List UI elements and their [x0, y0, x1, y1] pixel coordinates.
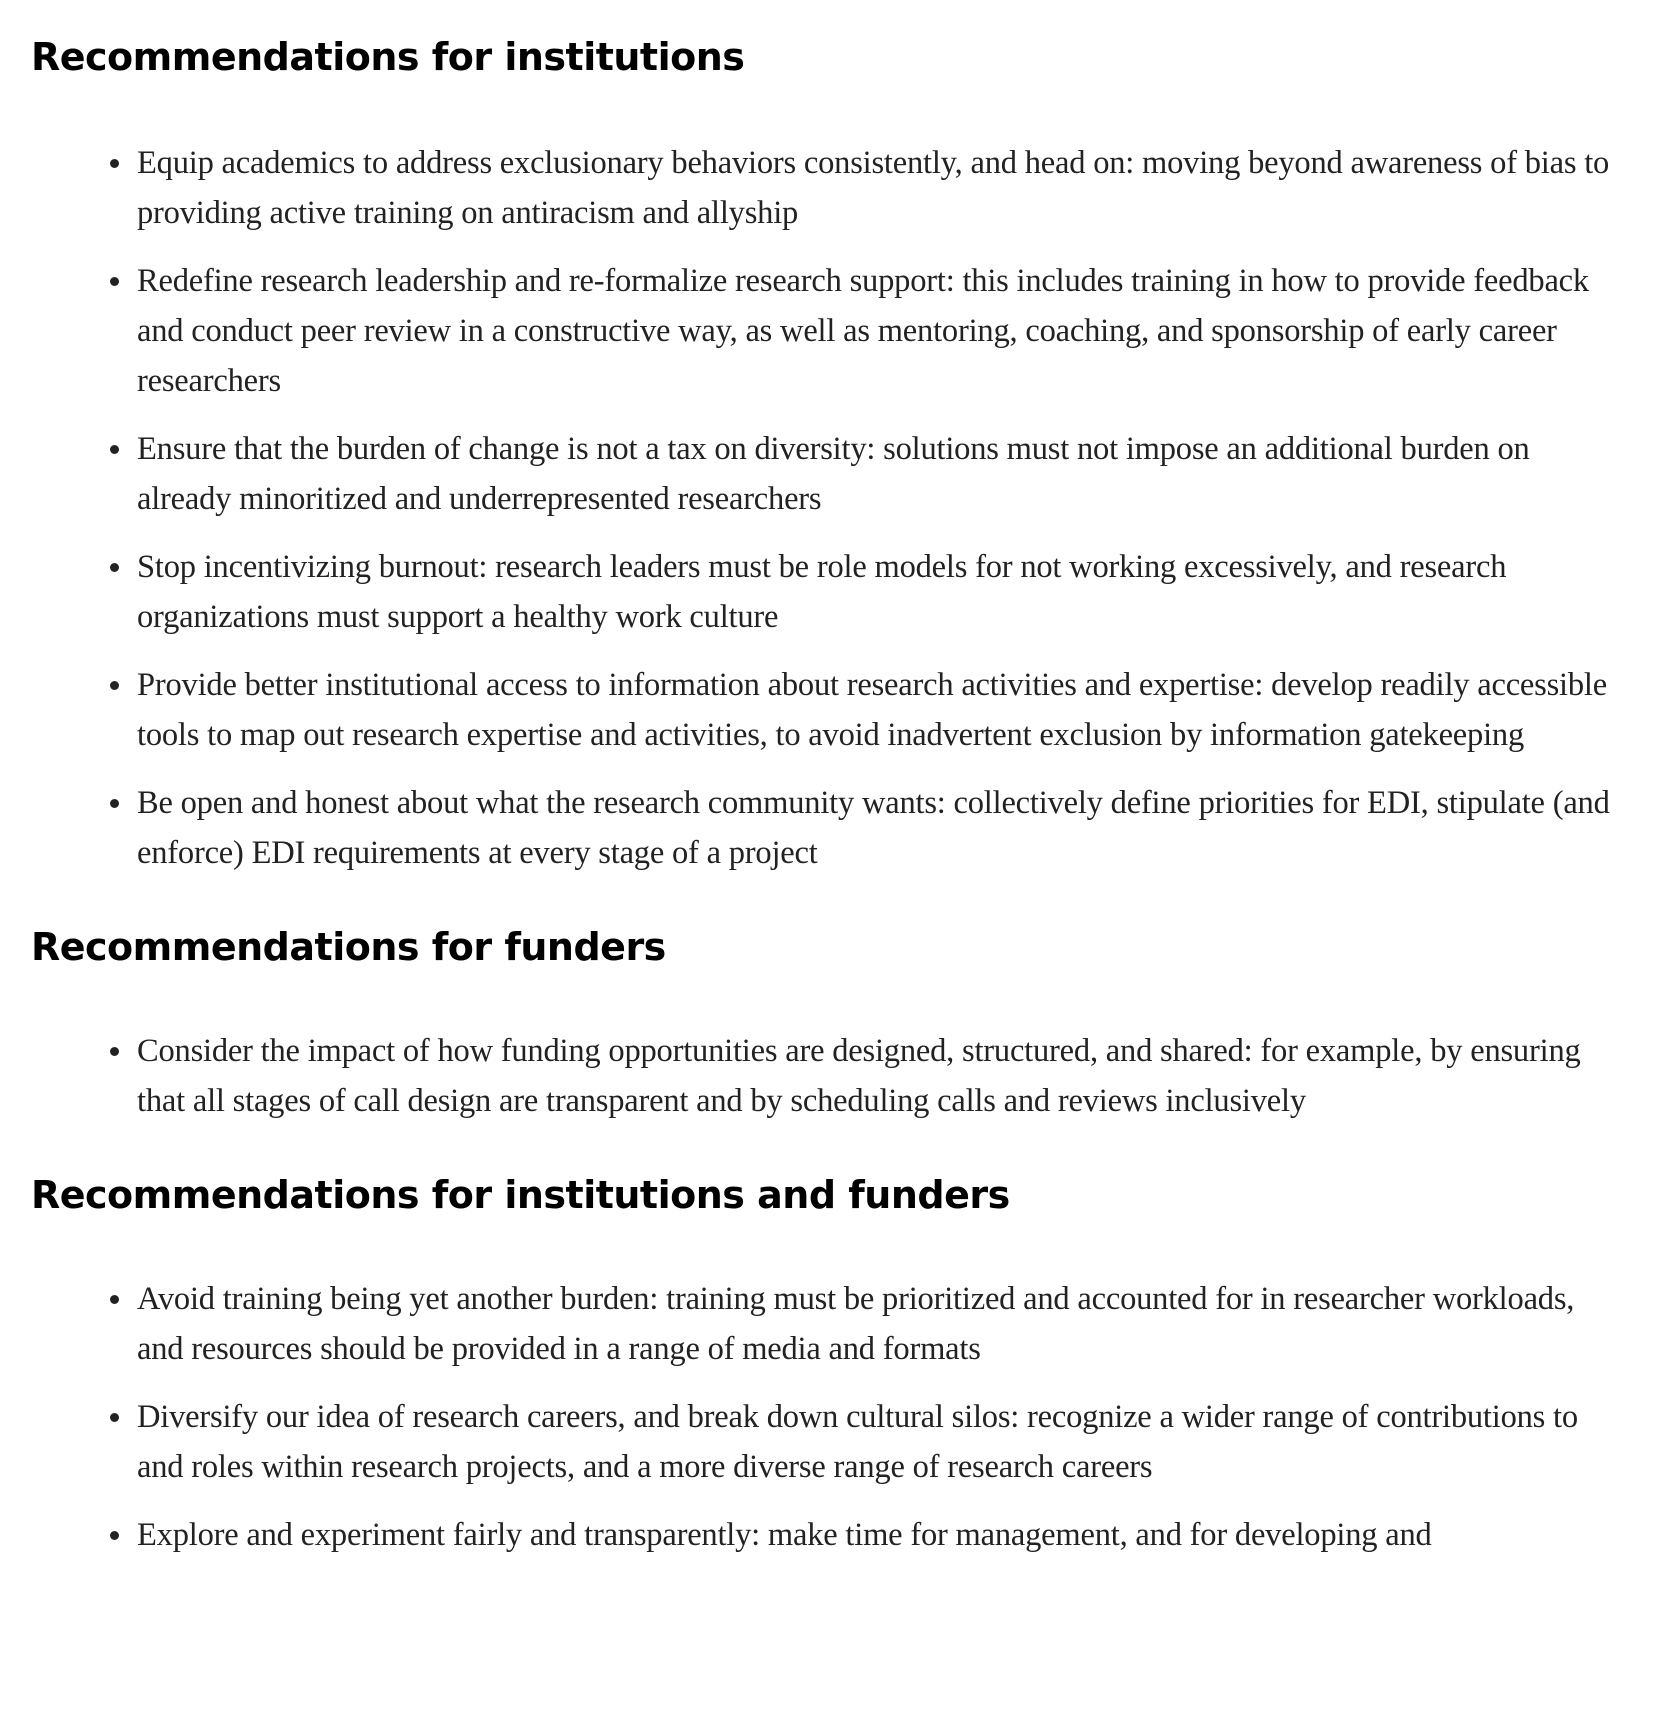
list-item-text: Provide better institutional access to information about research activities and expertise: develop readily accessible tools to map out research expertise and activities, to avoid inadvertent exclusion by information gatekeeping — [137, 667, 1607, 753]
section-funders — [31, 922, 1651, 1126]
section-heading: Recommendations for institutions — [31, 35, 745, 79]
list-item — [137, 424, 1651, 524]
list-item — [137, 542, 1651, 642]
list-item — [137, 1510, 1651, 1560]
list-item — [137, 660, 1651, 760]
bullet-icon — [110, 799, 119, 808]
bullet-icon — [110, 1413, 119, 1422]
list-item-text: Be open and honest about what the research community wants: collectively define priorities for EDI, stipulate (and enforce) EDI requirements at every stage of a project — [137, 785, 1610, 871]
list-item-text: Ensure that the burden of change is not a tax on diversity: solutions must not impose an additional burden on already minoritized and underrepresented researchers — [137, 431, 1530, 517]
document-page — [31, 0, 1651, 1578]
bullet-icon — [110, 159, 119, 168]
bullet-icon — [110, 681, 119, 690]
bullet-icon — [110, 277, 119, 286]
list-item-text: Explore and experiment fairly and transparently: make time for management, and for developing and — [137, 1517, 1432, 1553]
list-item-text: Avoid training being yet another burden: training must be prioritized and accounted for in researcher workloads, and resources should be provided in a range of media and formats — [137, 1281, 1575, 1367]
list-item-text: Equip academics to address exclusionary behaviors consistently, and head on: moving beyond awareness of bias to providing active training on antiracism and allyship — [137, 145, 1610, 231]
recommendation-list — [31, 138, 1651, 878]
list-item — [137, 256, 1651, 406]
bullet-icon — [110, 563, 119, 572]
list-item — [137, 1274, 1651, 1374]
bullet-icon — [110, 1531, 119, 1540]
list-item — [137, 138, 1651, 238]
list-item-text: Stop incentivizing burnout: research leaders must be role models for not working excessively, and research organizations must support a healthy work culture — [137, 549, 1507, 635]
list-item-text: Redefine research leadership and re-formalize research support: this includes training in how to provide feedback and conduct peer review in a constructive way, as well as mentoring, coaching, and sponsorship of early career researchers — [137, 263, 1589, 399]
list-item-text: Diversify our idea of research careers, and break down cultural silos: recognize a wider range of contributions to and roles within research projects, and a more diverse range of research careers — [137, 1399, 1578, 1485]
recommendation-list — [31, 1274, 1651, 1560]
list-item-text: Consider the impact of how funding opportunities are designed, structured, and shared: for example, by ensuring that all stages of call design are transparent and by scheduling calls and reviews inclusively — [137, 1033, 1581, 1119]
list-item — [137, 1026, 1651, 1126]
section-institutions — [31, 0, 1651, 878]
list-item — [137, 1392, 1651, 1492]
list-item — [137, 778, 1651, 878]
section-heading: Recommendations for institutions and funders — [31, 1173, 1010, 1217]
bullet-icon — [110, 1047, 119, 1056]
bullet-icon — [110, 1295, 119, 1304]
recommendation-list — [31, 1026, 1651, 1126]
section-heading: Recommendations for funders — [31, 925, 666, 969]
bullet-icon — [110, 445, 119, 454]
section-institutions-and-funders — [31, 1170, 1651, 1560]
